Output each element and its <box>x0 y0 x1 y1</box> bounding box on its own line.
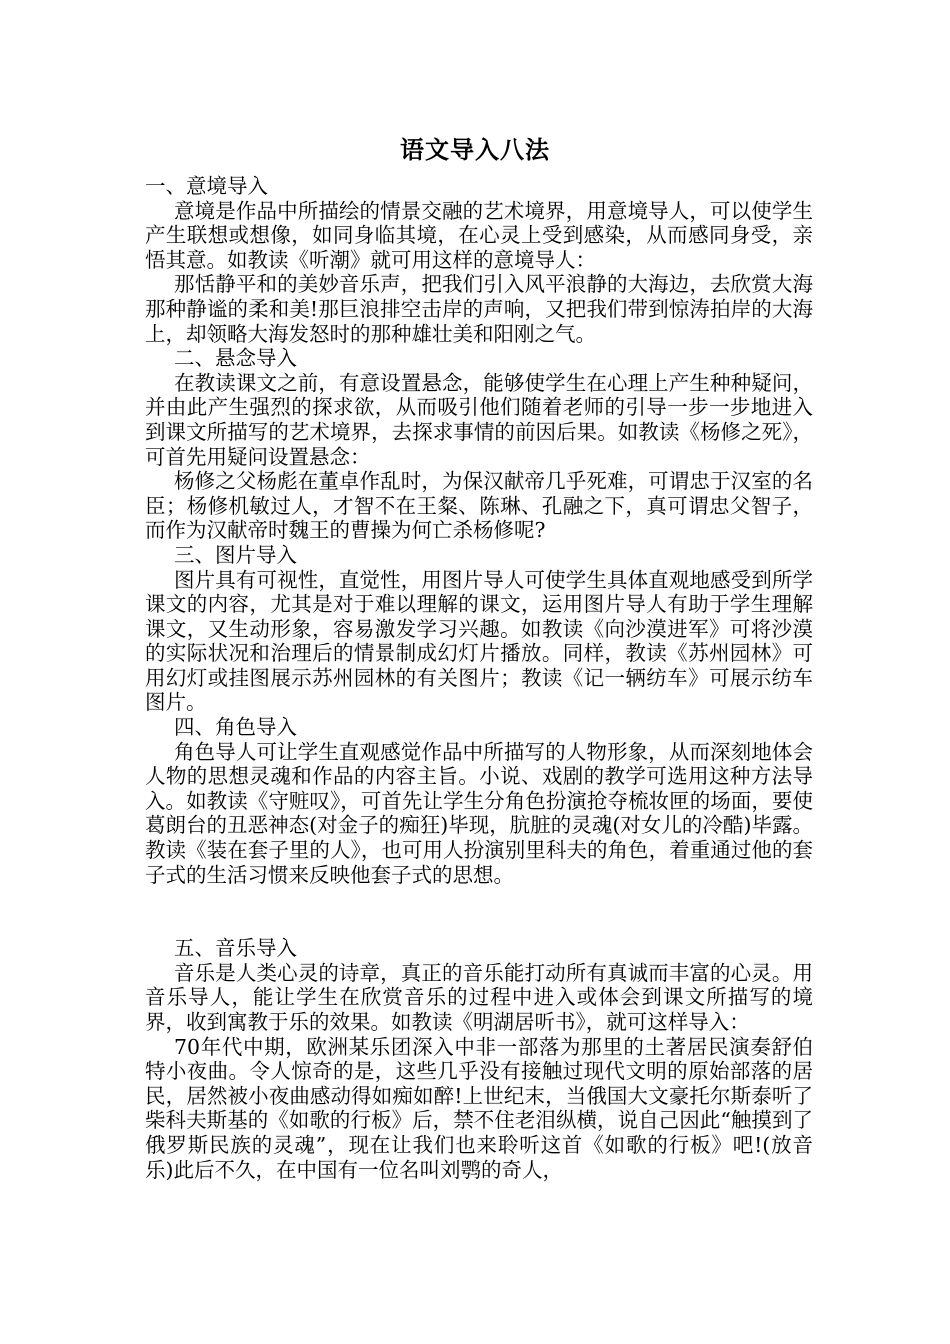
section-3-paragraph-1: 图片具有可视性，直觉性，用图片导人可使学生具体直观地感受到所学课文的内容，尤其是对于难以理解的课文，运用图片导人有助于学生理解课文，又生动形象，容易激发学习兴趣。如教读《向沙漠进军》可将沙漠的实际状况和治理后的情景制成幻灯片播放。同样，教读《苏州园林》可用幻灯或挂图展示苏州园林的有关图片；教读《记一辆纺车》可展示纺车图片。 <box>145 567 813 715</box>
document-body <box>145 174 813 1182</box>
document-title: 语文导入八法 <box>400 135 550 164</box>
section-heading-2: 二、悬念导入 <box>174 346 297 371</box>
section-2-paragraph-1: 在教读课文之前，有意设置悬念，能够使学生在心理上产生种种疑问，并由此产生强烈的探求欲，从而吸引他们随着老师的引导一步一步地进入到课文所描写的艺术境界，去探求事情的前因后果。如教读《杨修之死》，可首先用疑问设置悬念： <box>145 370 813 469</box>
section-heading-5: 五、音乐导入 <box>174 936 297 961</box>
section-5-paragraph-1: 音乐是人类心灵的诗章，真正的音乐能打动所有真诚而丰富的心灵。用音乐导人，能让学生在欣赏音乐的过程中进入或体会到课文所描写的境界，收到寓教于乐的效果。如教读《明湖居听书》，就可这样导入： <box>145 960 813 1034</box>
section-heading-4: 四、角色导入 <box>174 715 297 740</box>
blank-spacer <box>145 887 813 936</box>
section-1-paragraph-1: 意境是作品中所描绘的情景交融的艺术境界，用意境导人，可以使学生产生联想或想像，如同身临其境，在心灵上受到感染，从而感同身受，亲悟其意。如教读《听潮》就可用这样的意境导人： <box>145 198 813 272</box>
section-heading-1: 一、意境导入 <box>145 174 268 198</box>
section-4-paragraph-1: 角色导人可让学生直观感觉作品中所描写的人物形象，从而深刻地体会人物的思想灵魂和作品的内容主旨。小说、戏剧的教学可选用这种方法导入。如教读《守赃叹》，可首先让学生分角色扮演抢夺梳妆匣的场面，要使葛朗台的丑恶神态(对金子的痴狂)毕现，肮脏的灵魂(对女儿的冷酷)毕露。教读《装在套子里的人》，也可用人扮演别里科夫的角色，着重通过他的套子式的生活习惯来反映他套子式的思想。 <box>145 739 813 887</box>
section-heading-3: 三、图片导入 <box>174 542 297 567</box>
section-5-paragraph-2: 70年代中期，欧洲某乐团深入中非一部落为那里的土著居民演奏舒伯特小夜曲。令人惊奇的是，这些几乎没有接触过现代文明的原始部落的居民，居然被小夜曲感动得如痴如醉!上世纪末，当俄国大文豪托尔斯泰听了柴科夫斯基的《如歌的行板》后，禁不住老泪纵横，说自己因此“触摸到了俄罗斯民族的灵魂”，现在让我们也来聆听这首《如歌的行板》吧!(放音乐)此后不久，在中国有一位名叫刘鹗的奇人， <box>145 1034 813 1182</box>
section-2-paragraph-2: 杨修之父杨彪在董卓作乱时，为保汉献帝几乎死难，可谓忠于汉室的名臣；杨修机敏过人，才智不在王粲、陈琳、孔融之下，真可谓忠父智子，而作为汉献帝时魏王的曹操为何亡杀杨修呢? <box>145 469 813 543</box>
section-1-paragraph-2: 那恬静平和的美妙音乐声，把我们引入风平浪静的大海边，去欣赏大海那种静谧的柔和美!那巨浪排空击岸的声响，又把我们带到惊涛拍岸的大海上，却领略大海发怒时的那种雄壮美和阳刚之气。 <box>145 272 813 346</box>
